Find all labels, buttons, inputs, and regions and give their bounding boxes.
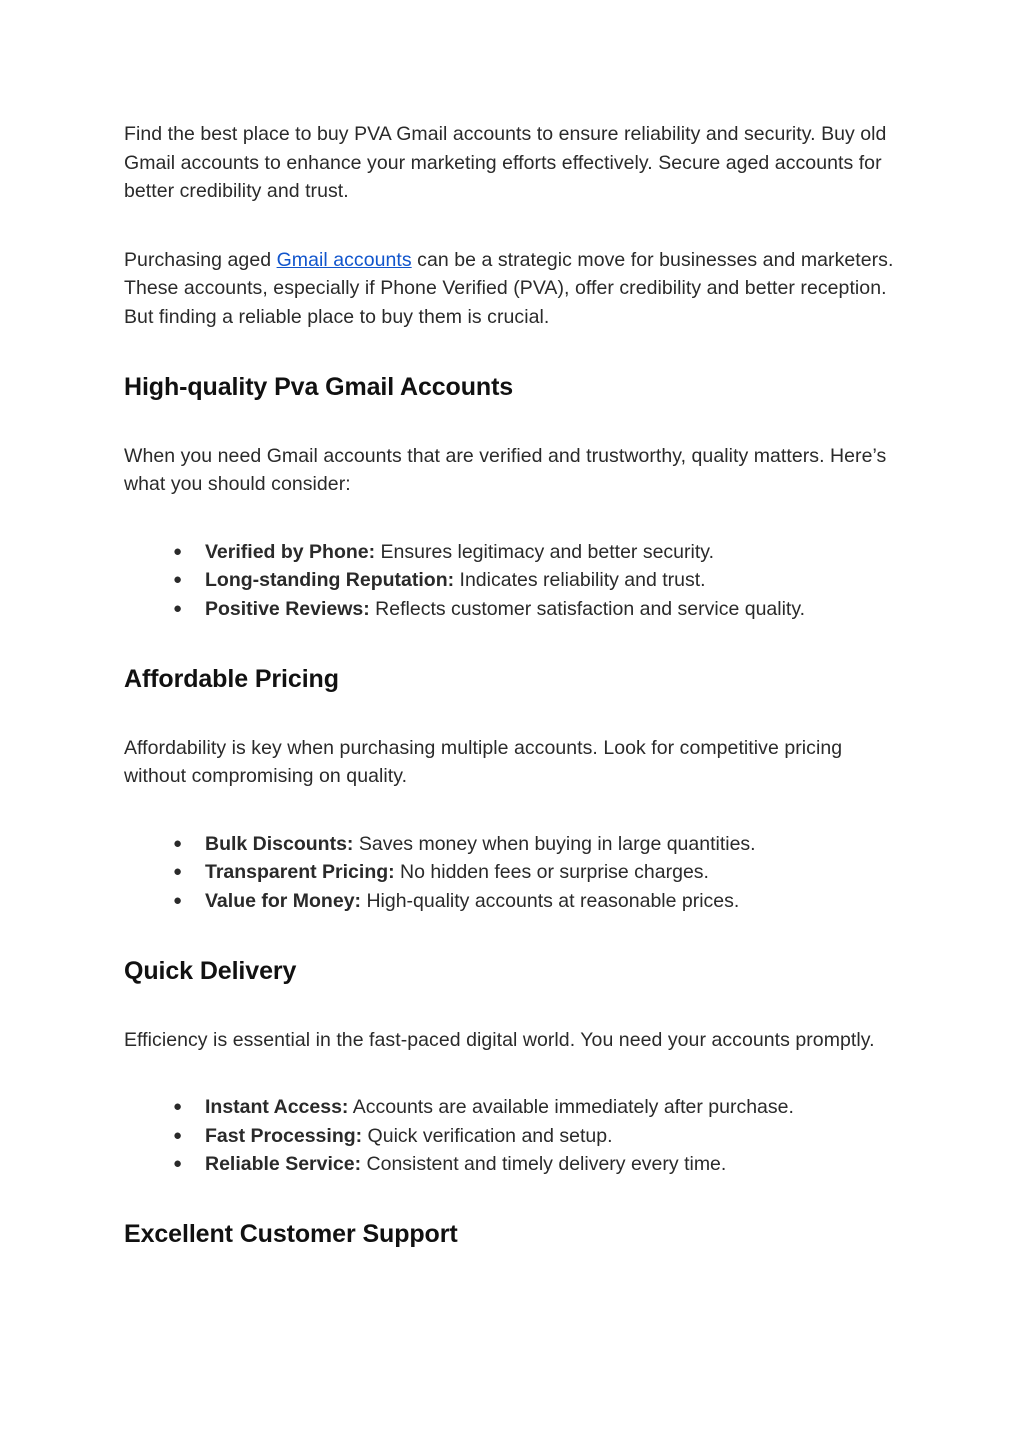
bullet-text: Accounts are available immediately after purchase. [348,1096,794,1119]
list-item [173,830,904,859]
bullet-icon: ● [173,571,183,589]
bullet-term: Long-standing Reputation: [205,569,455,592]
list-item [173,538,904,567]
bullet-term: Reliable Service: [205,1153,362,1176]
bullet-text: No hidden fees or surprise charges. [394,861,709,884]
purchasing-text-after: can be a strategic move for businesses and marketers. These accounts, especially if Phone Verified (PVA), offer credibility and better reception. But finding a reliable place to buy them is crucial. [124,248,894,328]
bullet-icon: ● [173,599,183,617]
bullet-term: Instant Access: [205,1096,349,1119]
bullet-term: Fast Processing: [205,1124,363,1147]
purchasing-text-before: Purchasing aged [124,248,277,271]
list-item [173,566,904,595]
heading-quick-delivery: Quick Delivery [124,956,297,985]
bullet-text: Indicates reliability and trust. [454,569,706,592]
bullet-text: Consistent and timely delivery every time. [361,1153,727,1176]
bullet-text: High-quality accounts at reasonable prices. [361,889,740,912]
section-paragraph: When you need Gmail accounts that are verified and trustworthy, quality matters. Here’s what you should consider: [124,444,887,496]
intro-paragraph: Find the best place to buy PVA Gmail accounts to ensure reliability and security. Buy old Gmail accounts to enhance your marketing efforts effectively. Secure aged accounts for better credibility and trust. [124,123,887,203]
bullet-list [124,538,904,624]
section-paragraph: Affordability is key when purchasing multiple accounts. Look for competitive pricing without compromising on quality. [124,736,843,788]
bullet-text: Saves money when buying in large quantities. [353,832,756,855]
bullet-text: Reflects customer satisfaction and service quality. [369,597,806,620]
bullet-term: Positive Reviews: [205,597,370,620]
list-item [173,858,904,887]
purchasing-paragraph [124,246,904,332]
bullet-icon: ● [173,1126,183,1144]
heading-affordable-pricing: Affordable Pricing [124,664,339,693]
bullet-icon: ● [173,1098,183,1116]
bullet-text: Quick verification and setup. [362,1124,613,1147]
list-item [173,887,904,916]
bullet-term: Transparent Pricing: [205,861,395,884]
bullet-icon: ● [173,863,183,881]
document-page [124,120,904,1251]
heading-high-quality-pva: High-quality Pva Gmail Accounts [124,372,514,401]
bullet-text: Ensures legitimacy and better security. [375,540,714,563]
list-item [173,1093,904,1122]
heading-customer-support: Excellent Customer Support [124,1219,458,1248]
bullet-list [124,1093,904,1179]
list-item [173,1122,904,1151]
bullet-icon: ● [173,891,183,909]
bullet-term: Value for Money: [205,889,362,912]
bullet-term: Bulk Discounts: [205,832,354,855]
section-paragraph: Efficiency is essential in the fast-paced digital world. You need your accounts promptly. [124,1028,875,1051]
gmail-accounts-link[interactable]: Gmail accounts [276,248,412,271]
bullet-icon: ● [173,834,183,852]
list-item [173,1150,904,1179]
bullet-list [124,830,904,916]
bullet-term: Verified by Phone: [205,540,376,563]
bullet-icon: ● [173,542,183,560]
bullet-icon: ● [173,1155,183,1173]
list-item [173,595,904,624]
